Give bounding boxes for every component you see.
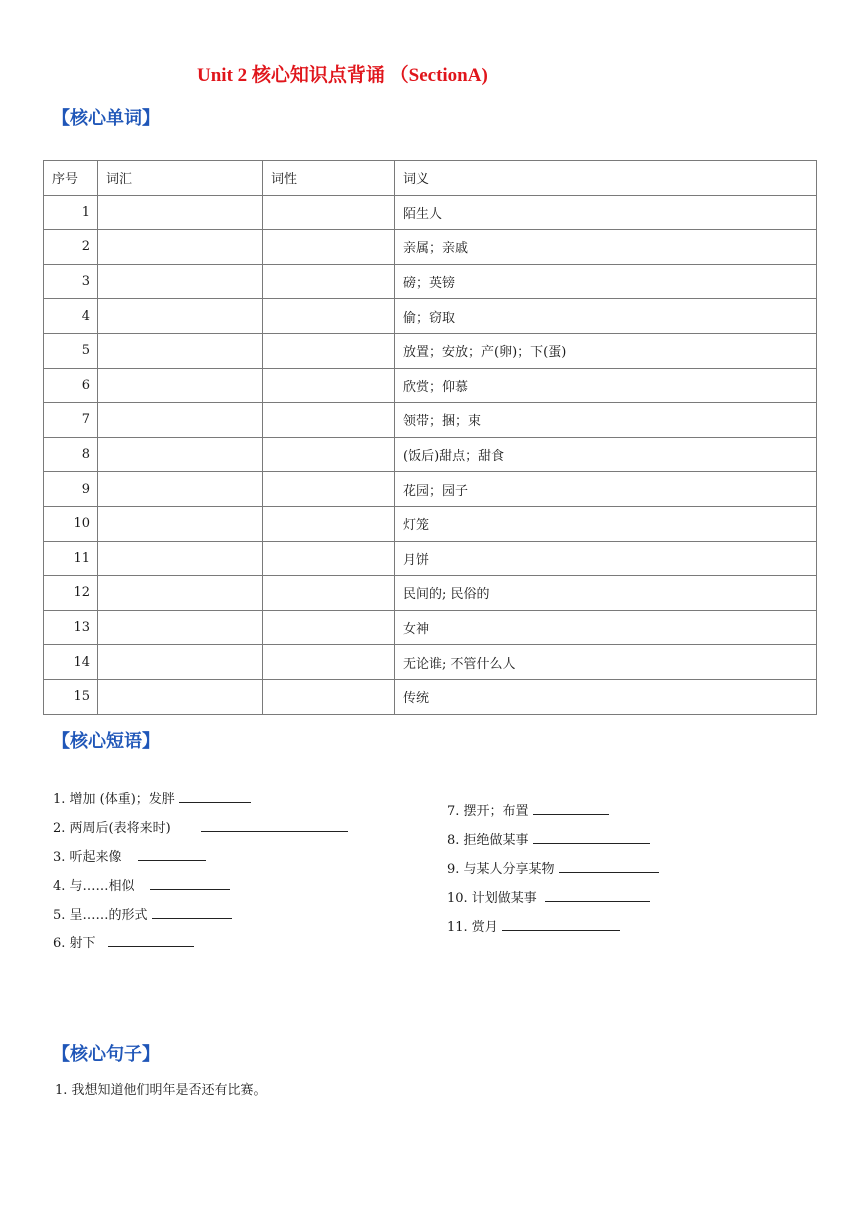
row-number: 7	[44, 403, 98, 438]
meaning-cell: 偷；窃取	[395, 299, 817, 334]
word-cell[interactable]	[98, 645, 263, 680]
meaning-cell: 欣赏；仰慕	[395, 368, 817, 403]
word-cell[interactable]	[98, 541, 263, 576]
word-cell[interactable]	[98, 368, 263, 403]
phrase-item	[53, 904, 232, 923]
answer-blank[interactable]	[108, 934, 194, 947]
column-header: 词汇	[98, 161, 263, 196]
word-cell[interactable]	[98, 576, 263, 611]
part-of-speech-cell[interactable]	[263, 506, 395, 541]
row-number: 10	[44, 506, 98, 541]
part-of-speech-cell[interactable]	[263, 576, 395, 611]
table-row	[44, 610, 817, 645]
part-of-speech-cell[interactable]	[263, 472, 395, 507]
section-heading-sentences: 【核心句子】	[52, 1044, 160, 1065]
row-number: 4	[44, 299, 98, 334]
part-of-speech-cell[interactable]	[263, 541, 395, 576]
word-cell[interactable]	[98, 333, 263, 368]
part-of-speech-cell[interactable]	[263, 645, 395, 680]
table-row	[44, 472, 817, 507]
part-of-speech-cell[interactable]	[263, 230, 395, 265]
row-number: 14	[44, 645, 98, 680]
answer-blank[interactable]	[179, 790, 251, 803]
meaning-cell: 传统	[395, 679, 817, 714]
meaning-cell: 灯笼	[395, 506, 817, 541]
column-header: 词义	[395, 161, 817, 196]
word-cell[interactable]	[98, 403, 263, 438]
word-cell[interactable]	[98, 195, 263, 230]
phrase-text: 6. 射下	[53, 936, 96, 951]
word-cell[interactable]	[98, 299, 263, 334]
phrase-text: 5. 呈……的形式	[53, 908, 148, 923]
phrase-item	[447, 916, 620, 935]
part-of-speech-cell[interactable]	[263, 333, 395, 368]
row-number: 9	[44, 472, 98, 507]
meaning-cell: 民间的; 民俗的	[395, 576, 817, 611]
table-row	[44, 541, 817, 576]
phrase-text: 1. 增加 (体重)；发胖	[53, 792, 175, 807]
phrase-text: 4. 与……相似	[53, 879, 135, 894]
phrase-item	[53, 932, 194, 951]
phrase-item	[53, 817, 348, 836]
part-of-speech-cell[interactable]	[263, 299, 395, 334]
phrase-text: 10. 计划做某事	[447, 891, 537, 906]
vocab-table	[43, 160, 817, 715]
phrase-text: 2. 两周后(表将来时)	[53, 821, 171, 836]
phrase-item	[53, 875, 230, 894]
part-of-speech-cell[interactable]	[263, 264, 395, 299]
word-cell[interactable]	[98, 230, 263, 265]
row-number: 12	[44, 576, 98, 611]
section-heading-words: 【核心单词】	[52, 108, 160, 129]
table-row	[44, 264, 817, 299]
answer-blank[interactable]	[138, 848, 206, 861]
word-cell[interactable]	[98, 610, 263, 645]
word-cell[interactable]	[98, 437, 263, 472]
table-row	[44, 679, 817, 714]
word-cell[interactable]	[98, 472, 263, 507]
phrase-text: 8. 拒绝做某事	[447, 833, 529, 848]
answer-blank[interactable]	[150, 877, 230, 890]
meaning-cell: 放置；安放；产(卵)；下(蛋)	[395, 333, 817, 368]
meaning-cell: 陌生人	[395, 195, 817, 230]
row-number: 5	[44, 333, 98, 368]
phrase-item	[447, 858, 659, 877]
phrase-item	[447, 800, 609, 819]
word-cell[interactable]	[98, 679, 263, 714]
phrase-text: 7. 摆开；布置	[447, 804, 529, 819]
column-header: 词性	[263, 161, 395, 196]
row-number: 11	[44, 541, 98, 576]
section-heading-phrases: 【核心短语】	[52, 731, 160, 752]
row-number: 3	[44, 264, 98, 299]
column-header: 序号	[44, 161, 98, 196]
part-of-speech-cell[interactable]	[263, 679, 395, 714]
table-row	[44, 368, 817, 403]
phrase-item	[447, 829, 650, 848]
phrase-item	[447, 887, 650, 906]
meaning-cell: 领带；捆；束	[395, 403, 817, 438]
word-cell[interactable]	[98, 506, 263, 541]
part-of-speech-cell[interactable]	[263, 437, 395, 472]
row-number: 1	[44, 195, 98, 230]
meaning-cell: 女神	[395, 610, 817, 645]
answer-blank[interactable]	[559, 860, 659, 873]
phrase-item	[53, 788, 251, 807]
answer-blank[interactable]	[533, 802, 609, 815]
answer-blank[interactable]	[502, 918, 620, 931]
meaning-cell: 无论谁; 不管什么人	[395, 645, 817, 680]
row-number: 15	[44, 679, 98, 714]
row-number: 2	[44, 230, 98, 265]
row-number: 8	[44, 437, 98, 472]
answer-blank[interactable]	[545, 889, 650, 902]
table-row	[44, 576, 817, 611]
part-of-speech-cell[interactable]	[263, 610, 395, 645]
table-row	[44, 333, 817, 368]
meaning-cell: 磅；英镑	[395, 264, 817, 299]
row-number: 13	[44, 610, 98, 645]
part-of-speech-cell[interactable]	[263, 368, 395, 403]
table-row	[44, 299, 817, 334]
phrase-text: 11. 赏月	[447, 920, 498, 935]
meaning-cell: 月饼	[395, 541, 817, 576]
table-row	[44, 645, 817, 680]
phrase-text: 9. 与某人分享某物	[447, 862, 555, 877]
meaning-cell: 花园；园子	[395, 472, 817, 507]
meaning-cell: 亲属；亲戚	[395, 230, 817, 265]
part-of-speech-cell[interactable]	[263, 195, 395, 230]
table-row	[44, 506, 817, 541]
table-row	[44, 437, 817, 472]
meaning-cell: (饭后)甜点；甜食	[395, 437, 817, 472]
part-of-speech-cell[interactable]	[263, 403, 395, 438]
answer-blank[interactable]	[533, 831, 650, 844]
table-row	[44, 195, 817, 230]
word-cell[interactable]	[98, 264, 263, 299]
phrase-text: 3. 听起来像	[53, 850, 122, 865]
table-row	[44, 230, 817, 265]
sentence-item: 1. 我想知道他们明年是否还有比赛。	[55, 1083, 267, 1098]
answer-blank[interactable]	[152, 906, 232, 919]
row-number: 6	[44, 368, 98, 403]
answer-blank[interactable]	[201, 819, 348, 832]
page-title: Unit 2 核心知识点背诵 （SectionA)	[197, 65, 488, 86]
table-row	[44, 403, 817, 438]
phrase-item	[53, 846, 206, 865]
table-header-row	[44, 161, 817, 196]
